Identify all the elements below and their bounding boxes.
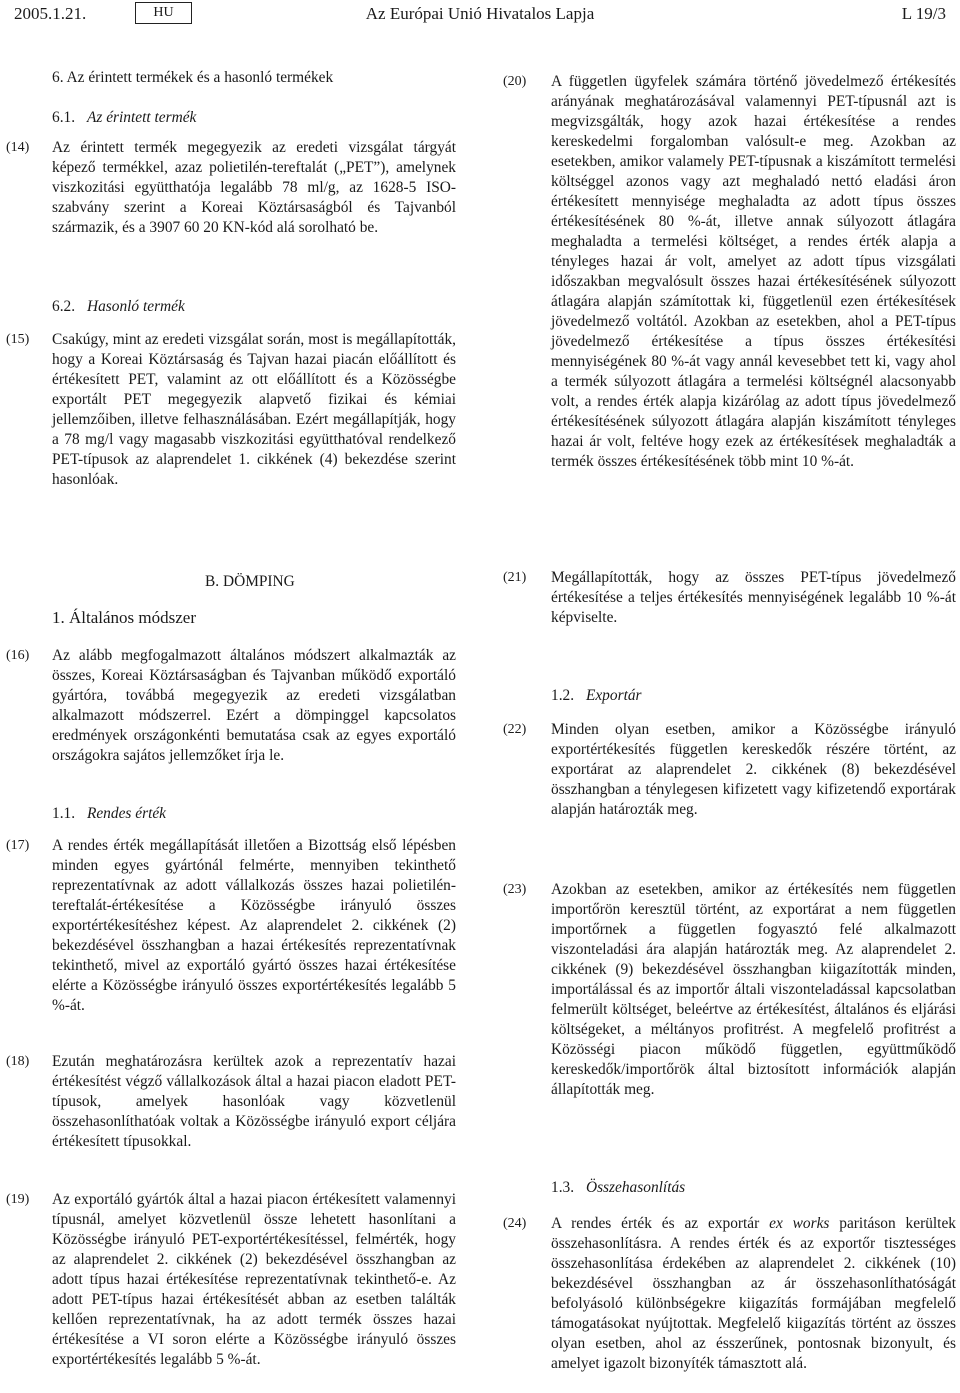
paragraph-number: (22): [503, 722, 527, 737]
paragraph-number: (14): [6, 140, 30, 155]
page-reference: L 19/3: [901, 4, 946, 23]
paragraph-number: (19): [6, 1192, 30, 1207]
paragraph-number: (23): [503, 882, 527, 897]
paragraph-text-italic: ex works: [769, 1215, 830, 1232]
paragraph-19: Az exportáló gyártók által a hazai piacon értékesített valamennyi típusnál, amelyet közvetlenül össze lehetett hasonlítani a Közösségbe irányuló PET-exportértékesítéssel, felmérték, hogy az alaprendelet 2. cikkének (2) bekezdésével összhangban az adott típus hazai értékesítése reprezentatívnak tekinthető-e. Az adott PET-típus hazai értékesítését abban az esetben találták kellően reprezentatívnak, ha az adott termék összes hazai értékesítése a VI soron elérte a Közösségbe irányuló összes exportértékesítés legalább 5 %-át.: [52, 1191, 456, 1368]
section-1-2-heading: [551, 686, 642, 706]
section-number: 6.1.: [52, 109, 76, 126]
paragraph-18: Ezután meghatározásra kerültek azok a reprezentatív hazai értékesítést végző vállalkozások által a hazai piacon eladott PET-típusok, amelyek hasonlóak vagy közvetlenül összehasonlíthatóak voltak a Közösségbe irányuló export céljára értékesített típusokkal.: [52, 1053, 456, 1150]
paragraph-22: Minden olyan esetben, amikor a Közösségbe irányuló exportértékesítés független kereskedők részére történt, az exportárat az alaprendelet 2. cikkének (8) bekezdésével összhangban a ténylegesen kifizetett vagy kifizetendő exportárak alapján határozták meg.: [551, 721, 956, 818]
section-title: Összehasonlítás: [585, 1179, 686, 1196]
paragraph-number: (17): [6, 838, 30, 853]
paragraph-21: Megállapították, hogy az összes PET-típus jövedelmező értékesítése a teljes értékesítés mennyiségének legalább 10 %-át képviselte.: [551, 569, 956, 626]
paragraph-number: (15): [6, 332, 30, 347]
paragraph-number: (18): [6, 1054, 30, 1069]
section-1-3-heading: [551, 1178, 685, 1198]
page-header: [0, 0, 960, 40]
language-badge: HU: [135, 2, 192, 24]
paragraph-number: (20): [503, 74, 527, 89]
section-number: 1.2.: [551, 687, 575, 704]
section-number: 1.3.: [551, 1179, 575, 1196]
section-1-1-heading: [52, 804, 166, 824]
paragraph-16: Az alább megfogalmazott általános módszert alkalmazták az összes, Koreai Köztársaságban és Tajvanban működő exportáló gyártóra, továbbá megegyezik az eredeti vizsgálatban alkalmazott módszerrel. Ezért a dömpinggel kapcsolatos eredmények országonkénti bemutatása csak az egyes exportáló országokra sajátos jellemzőket írja le.: [52, 647, 456, 764]
paragraph-14: Az érintett termék megegyezik az eredeti vizsgálat tárgyát képező termékkel, azaz polietilén-tereftalát („PET”), amelynek viszkozitási együtthatója legalább 78 ml/g, az 1628-5 ISO-szabvány szerint a Koreai Köztársaságból és Tajvanból származik, és a 3907 60 20 KN-kód alá sorolható be.: [52, 139, 456, 236]
paragraph-text: paritáson kerültek összehasonlításra. A rendes érték és az exportőr tisztességes összehasonlítása érdekében az alaprendelet 2. cikkének (10) bekezdésével összhangban az ár összehasonlíthatóságát befolyásoló különbségekre kiigazítás formájában megfelelő támogatásokat nyújtottak. Megfelelő kiigazítás történt az összes olyan esetben, ahol az ésszerűnek, pontosnak bizonyult, és amelyet igazolt bizonyíték támasztott alá.: [551, 1215, 956, 1372]
section-6-2-heading: [52, 297, 185, 317]
section-title: Exportár: [585, 687, 642, 704]
section-number: 1.1.: [52, 805, 76, 822]
section-6-1-heading: [52, 108, 196, 128]
paragraph-15: Csakúgy, mint az eredeti vizsgálat során, most is megállapították, hogy a Koreai Köztársaság és Tajvan hazai piacán előállított és értékesített PET, valamint az ott előállított és a Közösségbe exportált PET megegyezik alapvető fizikai és kémiai jellemzőiben, illetve felhasználásában. Ezért megállapítják, hogy a 78 mg/l vagy magasabb viszkozitási együtthatóval rendelkező PET-típusok az alaprendelet 1. cikkének (4) bekezdése szerint hasonlóak.: [52, 331, 456, 488]
paragraph-text: A rendes érték és az exportár: [551, 1215, 770, 1232]
publication-date: 2005.1.21.: [14, 4, 87, 23]
journal-title: Az Európai Unió Hivatalos Lapja: [365, 4, 595, 23]
section-6-heading: 6. Az érintett termékek és a hasonló termékek: [52, 69, 334, 86]
paragraph-number: (24): [503, 1216, 527, 1231]
paragraph-20: A független ügyfelek számára történő jövedelmező értékesítés arányának meghatározásával valamennyi PET-típusnál azt is megvizsgálták, hogy azok hazai értékesítése a rendes kereskedelmi forgalomban valósult-e meg. Azokban az esetekben, amikor valamely PET-típusnak a kiszámított termelési költséggel azonos vagy azt meghaladó nettó eladási áron értékesített mennyisége meghaladta az adott típus összes értékesítésének 80 %-át, illetve annak súlyozott átlagára meghaladta a termelési költséget, a rendes érték alapja a tényleges hazai ár volt, amelyet az adott típus vizsgálati időszakban megvalósult összes hazai értékesítésének súlyozott átlagára alapján számítottak ki, függetlenül ezen értékesítések jövedelmező voltától. Azokban az esetekben, ahol a PET-típus jövedelmező értékesítése a típus összes értékesítési mennyiségének 80 %-át vagy annál kevesebbet tett ki, vagy ahol a termék súlyozott átlagára a termelési költségnél alacsonyabb volt, a rendes érték alapja kizárólag az adott típus jövedelmező értékesítésének súlyozott átlagára alapján kiszámított tényleges hazai ár volt, feltéve hogy ezek az értékesítések meghaladták a termék összes értékesítésének több mint 10 %-át.: [551, 73, 956, 470]
paragraph-17: A rendes érték megállapítását illetően a Bizottság első lépésben minden egyes gyártónál felmérte, mennyiben tekinthető reprezentatívnak az adott vállalkozás összes hazai polietilén-tereftalát-értékesítése a Közösségbe irányuló összes exportértékesítéshez képest. Az alaprendelet 2. cikkének (2) bekezdésével összhangban a hazai értékesítés reprezentatívnak tekinthető, mivel az exportáló gyártó összes hazai értékesítése elérte a Közösségbe irányuló összes exportértékesítés legalább 5 %-át.: [52, 837, 456, 1014]
section-title: Hasonló termék: [86, 298, 185, 315]
section-b-heading: B. DÖMPING: [205, 573, 295, 590]
section-title: Rendes érték: [86, 805, 167, 822]
section-1-heading: 1. Általános módszer: [52, 608, 196, 627]
paragraph-24: [551, 1214, 956, 1374]
section-number: 6.2.: [52, 298, 76, 315]
paragraph-23: Azokban az esetekben, amikor az értékesítés nem független importőrön keresztül történt, az exportárat a nem független importőrnek a független fogyasztó felé alkalmazott viszonteladási ára alapján határozták meg. Az alaprendelet 2. cikkének (9) bekezdésével összhangban kiigazították minden, importálással és az importőr általi viszonteladással kapcsolatban felmerült költséget, beleértve az értékesítést, általános és eljárási költségeket, a méltányos profitrést. A megfelelő profitrést a Közösségi piacon működő független, együttműködő kereskedők/importőrök által biztosított információk alapján állapították meg.: [551, 881, 956, 1098]
paragraph-number: (16): [6, 648, 30, 663]
paragraph-number: (21): [503, 570, 527, 585]
section-title: Az érintett termék: [86, 109, 197, 126]
